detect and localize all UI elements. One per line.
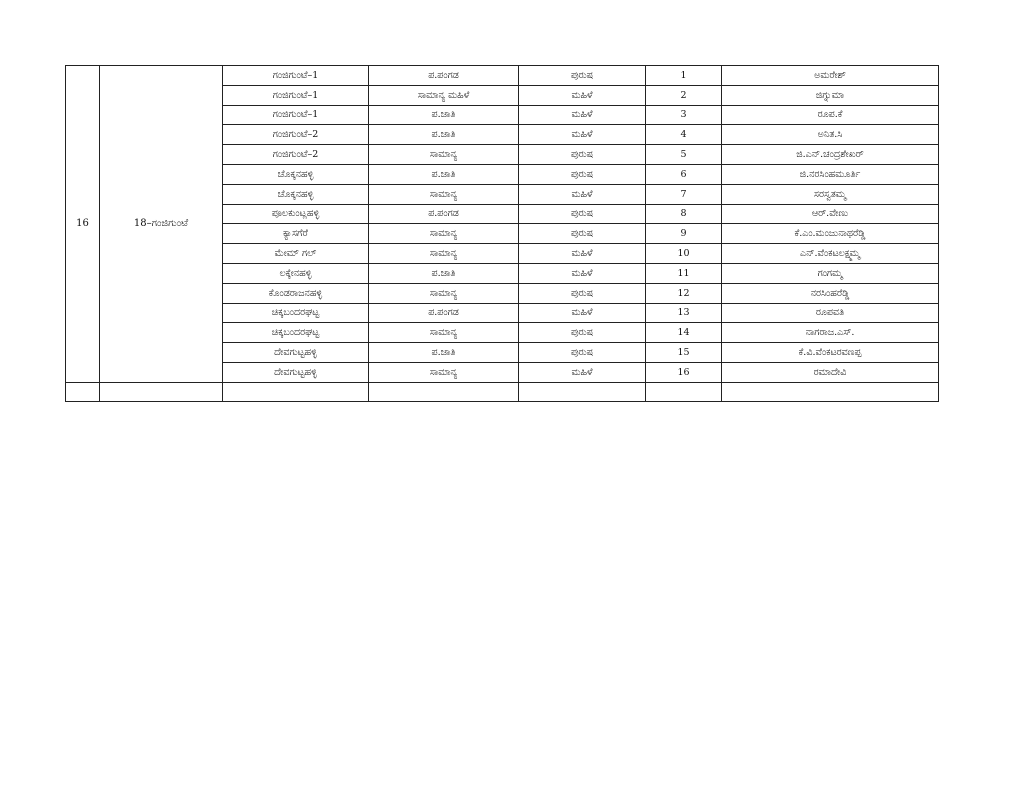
table-row-blank bbox=[66, 382, 939, 401]
number-cell: 2 bbox=[646, 85, 722, 105]
member-name-cell: ಎನ್.ವೆಂಕಟಲಕ್ಷ್ಮಮ್ಮ bbox=[722, 244, 939, 264]
reservation-cell: ಪ.ಜಾತಿ bbox=[369, 343, 519, 363]
village-cell: ಚಿಕ್ಕಬಂದರಘಟ್ಟ bbox=[223, 323, 369, 343]
member-name-cell: ರಮಾದೇವಿ bbox=[722, 362, 939, 382]
table-row bbox=[66, 66, 939, 86]
number-cell: 8 bbox=[646, 204, 722, 224]
member-name-cell: ಜಿ.ನರಸಿಂಹಮೂರ್ತಿ bbox=[722, 164, 939, 184]
reservation-cell: ಪ.ಪಂಗಡ bbox=[369, 204, 519, 224]
member-name-cell: ನರಸಿಂಹರೆಡ್ಡಿ bbox=[722, 283, 939, 303]
member-name-cell: ಜಿಗ್ನುಮಾ bbox=[722, 85, 939, 105]
village-cell: ಕ್ಯಾಸಗೆರೆ bbox=[223, 224, 369, 244]
number-cell: 1 bbox=[646, 66, 722, 86]
number-cell: 15 bbox=[646, 343, 722, 363]
gender-cell: ಮಹಿಳೆ bbox=[519, 263, 646, 283]
village-cell: ಚೊಕ್ಕನಹಳ್ಳಿ bbox=[223, 164, 369, 184]
gender-cell: ಪುರುಷ bbox=[519, 204, 646, 224]
village-cell: ಚೊಕ್ಕನಹಳ್ಳಿ bbox=[223, 184, 369, 204]
village-cell: ಗಂಜಿಗುಂಟೆ–1 bbox=[223, 85, 369, 105]
number-cell: 16 bbox=[646, 362, 722, 382]
village-cell: ಕೊಂಡರಾಜನಹಳ್ಳಿ bbox=[223, 283, 369, 303]
reservation-cell: ಪ.ಜಾತಿ bbox=[369, 105, 519, 125]
reservation-cell: ಪ.ಜಾತಿ bbox=[369, 164, 519, 184]
village-cell: ಗಂಜಿಗುಂಟೆ–1 bbox=[223, 66, 369, 86]
reservation-cell: ಸಾಮಾನ್ಯ bbox=[369, 244, 519, 264]
reservation-cell: ಪ.ಪಂಗಡ bbox=[369, 303, 519, 323]
gender-cell: ಪುರುಷ bbox=[519, 224, 646, 244]
blank-cell bbox=[646, 382, 722, 401]
reservation-cell: ಸಾಮಾನ್ಯ bbox=[369, 184, 519, 204]
gender-cell: ಮಹಿಳೆ bbox=[519, 303, 646, 323]
gender-cell: ಮಹಿಳೆ bbox=[519, 362, 646, 382]
village-cell: ಲಕ್ಕೇನಹಳ್ಳಿ bbox=[223, 263, 369, 283]
village-cell: ಗಂಜಿಗುಂಟೆ–2 bbox=[223, 125, 369, 145]
village-cell: ಮೇಮ್ ಗಲ್ bbox=[223, 244, 369, 264]
number-cell: 6 bbox=[646, 164, 722, 184]
gender-cell: ಪುರುಷ bbox=[519, 164, 646, 184]
member-name-cell: ಜಿ.ಎನ್.ಚಂದ್ರಶೇಖರ್ bbox=[722, 145, 939, 165]
reservation-cell: ಸಾಮಾನ್ಯ bbox=[369, 362, 519, 382]
gender-cell: ಮಹಿಳೆ bbox=[519, 105, 646, 125]
number-cell: 14 bbox=[646, 323, 722, 343]
number-cell: 12 bbox=[646, 283, 722, 303]
gender-cell: ಪುರುಷ bbox=[519, 283, 646, 303]
gender-cell: ಪುರುಷ bbox=[519, 145, 646, 165]
village-cell: ದೇವಗುಟ್ಟಹಳ್ಳಿ bbox=[223, 362, 369, 382]
member-name-cell: ಅನಿತ.ಸಿ bbox=[722, 125, 939, 145]
village-cell: ಗಂಜಿಗುಂಟೆ–2 bbox=[223, 145, 369, 165]
member-name-cell: ಆರ್.ವೇಣು bbox=[722, 204, 939, 224]
member-name-cell: ಗಂಗಮ್ಮ bbox=[722, 263, 939, 283]
member-name-cell: ರೂಪ.ಕೆ bbox=[722, 105, 939, 125]
number-cell: 11 bbox=[646, 263, 722, 283]
blank-cell bbox=[100, 382, 223, 401]
member-name-cell: ಕೆ.ವಿ.ವೆಂಕಟರವಣಪ್ಪ bbox=[722, 343, 939, 363]
number-cell: 10 bbox=[646, 244, 722, 264]
gender-cell: ಪುರುಷ bbox=[519, 343, 646, 363]
reservation-cell: ಸಾಮಾನ್ಯ bbox=[369, 145, 519, 165]
number-cell: 13 bbox=[646, 303, 722, 323]
number-cell: 4 bbox=[646, 125, 722, 145]
reservation-cell: ಸಾಮಾನ್ಯ bbox=[369, 283, 519, 303]
village-cell: ದೇವಗುಟ್ಟಹಳ್ಳಿ bbox=[223, 343, 369, 363]
serial-number-cell: 16 bbox=[66, 66, 100, 383]
number-cell: 5 bbox=[646, 145, 722, 165]
village-cell: ಪೂಲಕುಂಟ್ಲಹಳ್ಳಿ bbox=[223, 204, 369, 224]
member-name-cell: ನಾಗರಾಜ.ಎಸ್. bbox=[722, 323, 939, 343]
reservation-cell: ಸಾಮಾನ್ಯ bbox=[369, 224, 519, 244]
gender-cell: ಮಹಿಳೆ bbox=[519, 184, 646, 204]
number-cell: 7 bbox=[646, 184, 722, 204]
reservation-cell: ಪ.ಜಾತಿ bbox=[369, 263, 519, 283]
village-cell: ಚಿಕ್ಕಬಂದರಘಟ್ಟ bbox=[223, 303, 369, 323]
member-name-cell: ಅಮರೇಶ್ bbox=[722, 66, 939, 86]
member-table bbox=[65, 65, 939, 402]
member-name-cell: ರೂಪವತಿ bbox=[722, 303, 939, 323]
blank-cell bbox=[223, 382, 369, 401]
gender-cell: ಮಹಿಳೆ bbox=[519, 85, 646, 105]
gender-cell: ಮಹಿಳೆ bbox=[519, 244, 646, 264]
reservation-cell: ಸಾಮಾನ್ಯ bbox=[369, 323, 519, 343]
blank-cell bbox=[66, 382, 100, 401]
gender-cell: ಮಹಿಳೆ bbox=[519, 125, 646, 145]
reservation-cell: ಸಾಮಾನ್ಯ ಮಹಿಳೆ bbox=[369, 85, 519, 105]
member-name-cell: ಕೆ.ಎಂ.ಮಂಜುನಾಥರೆಡ್ಡಿ bbox=[722, 224, 939, 244]
number-cell: 3 bbox=[646, 105, 722, 125]
blank-cell bbox=[722, 382, 939, 401]
constituency-cell: 18–ಗಂಜಿಗುಂಟೆ bbox=[100, 66, 223, 383]
reservation-cell: ಪ.ಪಂಗಡ bbox=[369, 66, 519, 86]
blank-cell bbox=[519, 382, 646, 401]
gender-cell: ಪುರುಷ bbox=[519, 323, 646, 343]
reservation-cell: ಪ.ಜಾತಿ bbox=[369, 125, 519, 145]
table-body bbox=[66, 66, 939, 402]
member-name-cell: ಸರಸ್ವತಮ್ಮ bbox=[722, 184, 939, 204]
village-cell: ಗಂಜಿಗುಂಟೆ–1 bbox=[223, 105, 369, 125]
gender-cell: ಪುರುಷ bbox=[519, 66, 646, 86]
number-cell: 9 bbox=[646, 224, 722, 244]
blank-cell bbox=[369, 382, 519, 401]
